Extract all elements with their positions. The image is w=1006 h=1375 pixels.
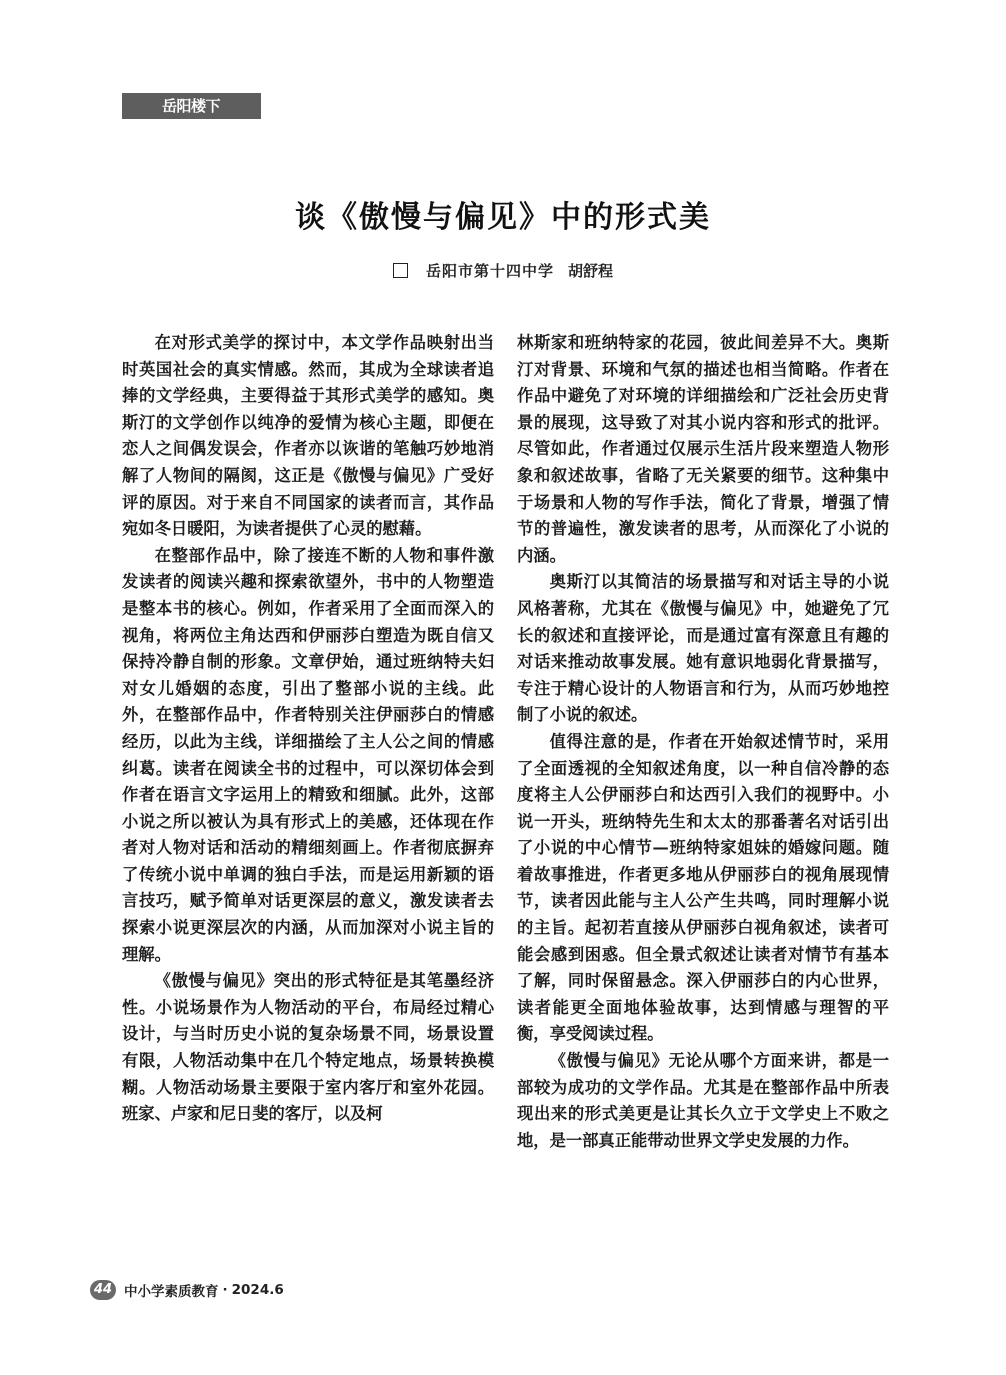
left-column [122,330,494,1128]
page-number-badge: 44 [90,1280,116,1300]
square-box-icon [393,263,408,278]
section-tag: 岳阳楼下 [122,93,261,119]
journal-name: 中小学素质教育 [124,1284,219,1300]
paragraph: 《傲慢与偏见》突出的形式特征是其笔墨经济性。小说场景作为人物活动的平台，布局经过精心设计，与当时历史小说的复杂场景不同，场景设置有限，人物活动集中在几个特定地点，场景转换模糊。人物活动场景主要限于室内客厅和室外花园。班家、卢家和尼日斐的客厅，以及柯 [122,971,494,1124]
issue-date: 2024.6 [231,1282,284,1298]
byline [0,260,1006,281]
paragraph: 《傲慢与偏见》无论从哪个方面来讲，都是一部较为成功的文学作品。尤其是在整部作品中所表现出来的形式美更是让其长久立于文学史上不败之地，是一部真正能带动世界文学史发展的力作。 [517,1051,889,1150]
author-name: 胡舒程 [568,262,614,280]
author-school: 岳阳市第十四中学 [425,262,554,280]
footer-separator: · [222,1282,228,1298]
right-column [517,330,889,1154]
paragraph: 在对形式美学的探讨中，本文学作品映射出当时英国社会的真实情感。然而，其成为全球读者追捧的文学经典，主要得益于其形式美学的感知。奥斯汀的文学创作以纯净的爱情为核心主题，即便在恋人之间偶发误会，作者亦以诙谐的笔触巧妙地消解了人物间的隔阂，这正是《傲慢与偏见》广受好评的原因。对于来自不同国家的读者而言，其作品宛如冬日暖阳，为读者提供了心灵的慰藉。 [122,333,494,539]
article-title: 谈《傲慢与偏见》中的形式美 [295,200,711,235]
paragraph: 奥斯汀以其简洁的场景描写和对话主导的小说风格著称，尤其在《傲慢与偏见》中，她避免了冗长的叙述和直接评论，而是通过富有深意且有趣的对话来推动故事发展。她有意识地弱化背景描写，专注于精心设计的人物语言和行为，从而巧妙地控制了小说的叙述。 [517,572,889,725]
page-footer [90,1278,284,1302]
paragraph: 值得注意的是，作者在开始叙述情节时，采用了全面透视的全知叙述角度，以一种自信冷静的态度将主人公伊丽莎白和达西引入我们的视野中。小说一开头，班纳特先生和太太的那番著名对话引出了小说的中心情节—班纳特家姐妹的婚嫁问题。随着故事推进，作者更多地从伊丽莎白的视角展现情节，读者因此能与主人公产生共鸣，同时理解小说的主旨。起初若直接从伊丽莎白视角叙述，读者可能会感到困惑。但全景式叙述让读者对情节有基本了解，同时保留悬念。深入伊丽莎白的内心世界，读者能更全面地体验故事，达到情感与理智的平衡，享受阅读过程。 [517,731,889,1044]
paragraph: 在整部作品中，除了接连不断的人物和事件激发读者的阅读兴趣和探索欲望外，书中的人物塑造是整本书的核心。例如，作者采用了全面而深入的视角，将两位主角达西和伊丽莎白塑造为既自信又保持冷静自制的形象。文章伊始，通过班纳特夫妇对女儿婚姻的态度，引出了整部小说的主线。此外，在整部作品中，作者特别关注伊丽莎白的情感经历，以此为主线，详细描绘了主人公之间的情感纠葛。读者在阅读全书的过程中，可以深切体会到作者在语言文字运用上的精致和细腻。此外，这部小说之所以被认为具有形式上的美感，还体现在作者对人物对话和活动的精细刻画上。作者彻底摒弃了传统小说中单调的独白手法，而是运用新颖的语言技巧，赋予简单对话更深层的意义，激发读者去探索小说更深层次的内涵，从而加深对小说主旨的理解。 [122,545,494,964]
paragraph-continued: 林斯家和班纳特家的花园，彼此间差异不大。奥斯汀对背景、环境和气氛的描述也相当简略。作者在作品中避免了对环境的详细描绘和广泛社会历史背景的展现，这导致了对其小说内容和形式的批评。尽管如此，作者通过仅展示生活片段来塑造人物形象和叙述故事，省略了无关紧要的细节。这种集中于场景和人物的写作手法，简化了背景，增强了情节的普遍性，激发读者的思考，从而深化了小说的内涵。 [517,333,889,565]
